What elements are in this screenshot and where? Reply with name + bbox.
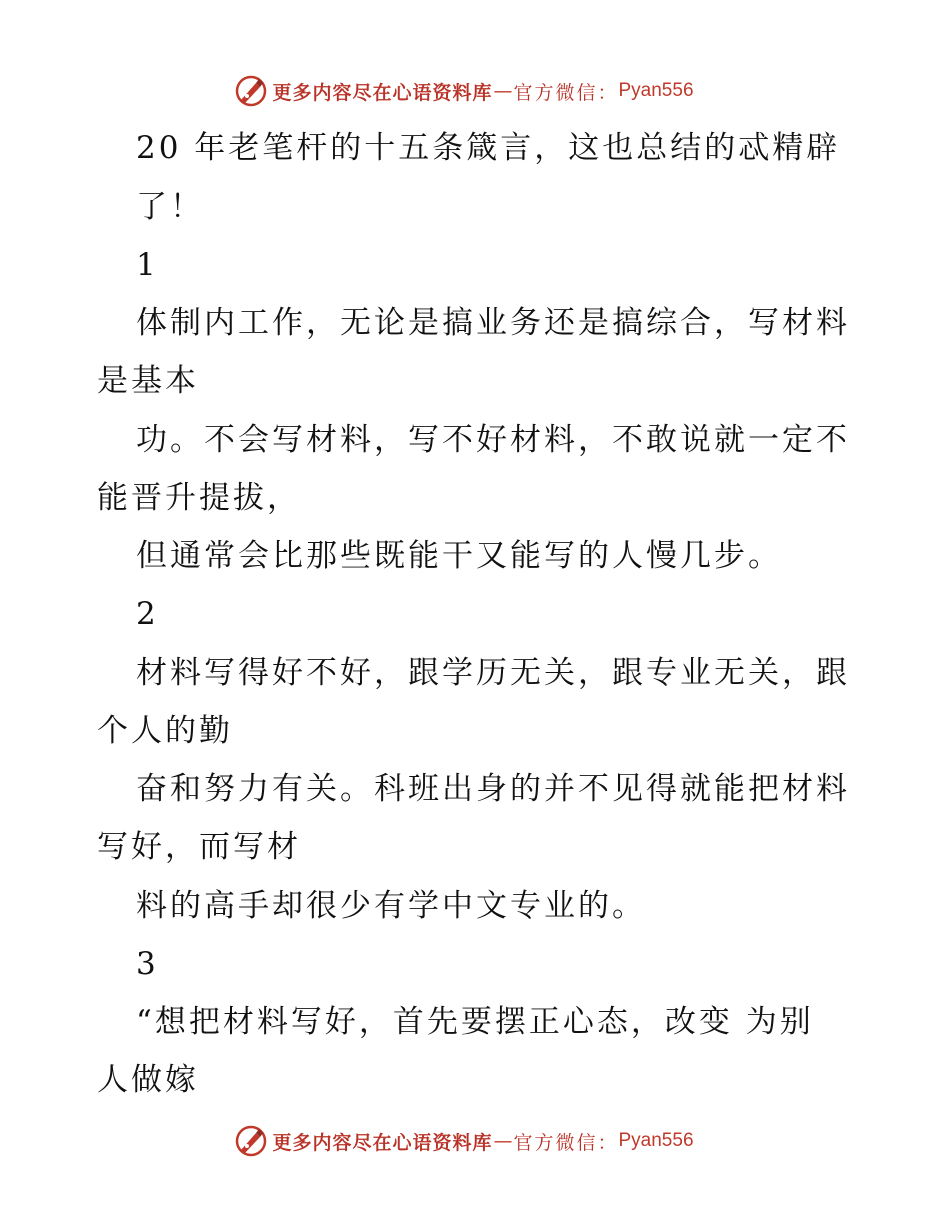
pen-logo-icon (234, 1124, 268, 1158)
paragraph-line: 功。不会写材料，写不好材料，不敢说就一定不 (136, 422, 850, 458)
paragraph-line: 材料写得好不好，跟学历无关，跟专业无关，跟 (136, 655, 850, 691)
paragraph-line: 但通常会比那些既能干又能写的人慢几步。 (136, 538, 782, 574)
footer-watermark (0, 1121, 950, 1161)
banner-wechat-id: Pyan556 (618, 1130, 694, 1151)
paragraph-line: 个人的勤 (97, 713, 233, 749)
banner-separator: — (493, 1130, 513, 1152)
paragraph-line: 奋和努力有关。科班出身的并不见得就能把材料 (136, 771, 850, 807)
paragraph-line: 能晋升提拔， (97, 480, 301, 516)
banner-separator: — (493, 80, 513, 102)
section-number-3: 3 (136, 946, 159, 982)
banner-wechat-id: Pyan556 (618, 80, 694, 101)
banner-main-text: 更多内容尽在心语资料库 (272, 1131, 493, 1154)
paragraph-line: 是基本 (97, 363, 199, 399)
paragraph-line: “想把材料写好，首先要摆正心态，改变 为别 (136, 1004, 814, 1040)
section-number-2: 2 (136, 596, 159, 632)
paragraph-line: 人做嫁 (97, 1062, 199, 1098)
header-watermark (0, 71, 950, 111)
banner-wechat-label: 官方微信： (513, 81, 619, 104)
title-line-1: 20 年老笔杆的十五条箴言，这也总结的忒精辟 (136, 130, 841, 166)
pen-logo-icon (234, 74, 268, 108)
section-number-1: 1 (136, 247, 159, 283)
banner-main-text: 更多内容尽在心语资料库 (272, 81, 493, 104)
title-line-2: 了！ (136, 189, 204, 225)
paragraph-line: 料的高手却很少有学中文专业的。 (136, 888, 646, 924)
paragraph-line: 体制内工作，无论是搞业务还是搞综合，写材料 (136, 305, 850, 341)
paragraph-line: 写好，而写材 (97, 829, 301, 865)
banner-wechat-label: 官方微信： (513, 1131, 619, 1154)
